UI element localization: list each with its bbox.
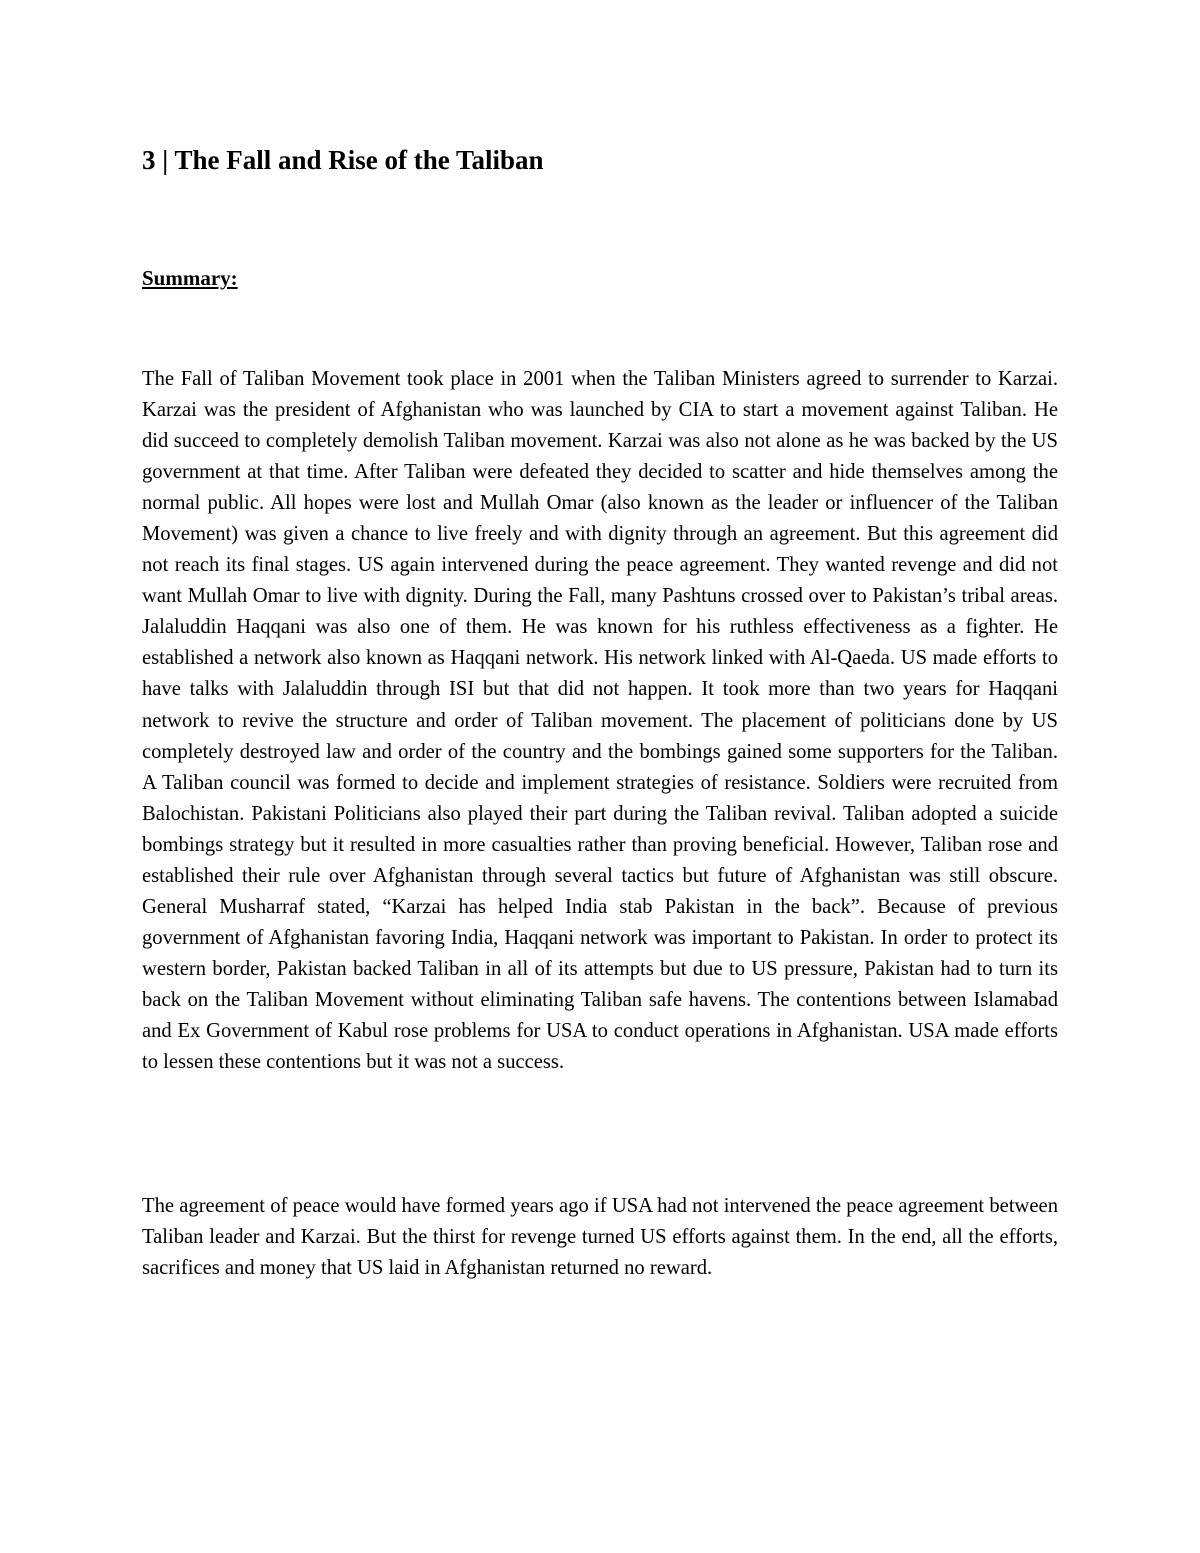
page-title: 3 | The Fall and Rise of the Taliban: [142, 145, 544, 175]
summary-heading: Summary:: [142, 266, 238, 290]
summary-paragraph-2: The agreement of peace would have formed years ago if USA had not intervened the peace agreement between Taliban leader and Karzai. But the thirst for revenge turned US efforts against them. In the end, all the efforts, sacrifices and money that US laid in Afghanistan returned no reward.: [142, 1195, 1058, 1280]
summary-paragraph-1: The Fall of Taliban Movement took place in 2001 when the Taliban Ministers agreed to surrender to Karzai. Karzai was the president of Afghanistan who was launched by CIA to start a movement against Taliban. He did succeed to completely demolish Taliban movement. Karzai was also not alone as he was backed by the US government at that time. After Taliban were defeated they decided to scatter and hide themselves among the normal public. All hopes were lost and Mullah Omar (also known as the leader or influencer of the Taliban Movement) was given a chance to live freely and with dignity through an agreement. But this agreement did not reach its final stages. US again intervened during the peace agreement. They wanted revenge and did not want Mullah Omar to live with dignity. During the Fall, many Pashtuns crossed over to Pakistan’s tribal areas. Jalaluddin Haqqani was also one of them. He was known for his ruthless effectiveness as a fighter. He established a network also known as Haqqani network. His network linked with Al-Qaeda. US made efforts to have talks with Jalaluddin through ISI but that did not happen. It took more than two years for Haqqani network to revive the structure and order of Taliban movement. The placement of politicians done by US completely destroyed law and order of the country and the bombings gained some supporters for the Taliban. A Taliban council was formed to decide and implement strategies of resistance. Soldiers were recruited from Balochistan. Pakistani Politicians also played their part during the Taliban revival. Taliban adopted a suicide bombings strategy but it resulted in more casualties rather than proving beneficial. However, Taliban rose and established their rule over Afghanistan through several tactics but future of Afghanistan was still obscure. General Musharraf stated, “Karzai has helped India stab Pakistan in the back”. Because of previous government of Afghanistan favoring India, Haqqani network was important to Pakistan. In order to protect its western border, Pakistan backed Taliban in all of its attempts but due to US pressure, Pakistan had to turn its back on the Taliban Movement without eliminating Taliban safe havens. The contentions between Islamabad and Ex Government of Kabul rose problems for USA to conduct operations in Afghanistan. USA made efforts to lessen these contentions but it was not a success.: [142, 368, 1058, 1074]
